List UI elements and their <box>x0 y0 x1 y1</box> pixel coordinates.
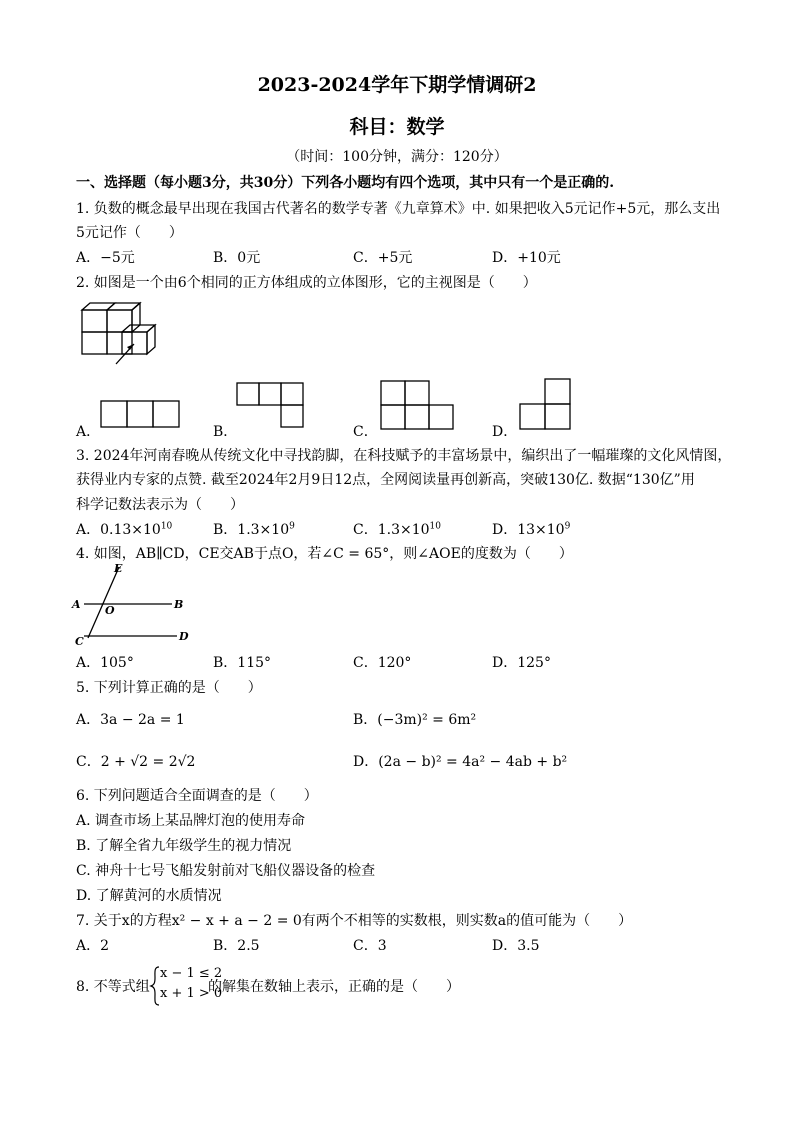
q7-text: 7. 关于x的方程x² − x + a − 2 = 0有两个不相等的实数根，则实数a的值可能为（ ） <box>76 913 633 929</box>
q5-option-c: C．2 + √2 = 2√2 <box>76 754 196 770</box>
q3-text-line2: 获得业内专家的点赞. 截至2024年2月9日12点，全网阅读量再创新高，突破130亿. 数据“130亿”用 <box>76 472 695 488</box>
q6-option-a: A. 调查市场上某品牌灯泡的使用寿命 <box>76 813 306 829</box>
q2-text: 2. 如图是一个由6个相同的正方体组成的立体图形，它的主视图是（ ） <box>76 275 537 291</box>
q5-text: 5. 下列计算正确的是（ ） <box>76 680 262 696</box>
q4-label-a: A <box>72 598 81 611</box>
q5-option-d: D．(2a − b)² = 4a² − 4ab + b² <box>353 754 568 770</box>
q4-option-c: C．120° <box>353 655 412 671</box>
q5-option-a: A．3a − 2a = 1 <box>76 712 185 728</box>
q8-inequality-1: x − 1 ≤ 2 <box>160 966 223 981</box>
q2-cube-figure <box>80 300 165 370</box>
q5-option-b: B．(−3m)² = 6m² <box>353 712 477 728</box>
q1-option-a: A．−5元 <box>76 250 135 266</box>
q1-text-line2: 5元记作（ ） <box>76 225 183 241</box>
q6-option-b: B. 了解全省九年级学生的视力情况 <box>76 838 292 854</box>
q4-label-e: E <box>114 562 123 575</box>
q3-text-line3: 科学记数法表示为（ ） <box>76 497 244 513</box>
q2-option-c-label: C． <box>353 424 378 440</box>
q3-option-d: D．$13\times 10^9$ <box>492 521 571 538</box>
section-heading: 一、选择题（每小题3分，共30分）下列各小题均有四个选项，其中只有一个是正确的. <box>76 175 615 191</box>
q4-option-b: B．115° <box>213 655 272 671</box>
q3-option-c: C．$1.3\times 10^{10}$ <box>353 521 441 538</box>
q6-text: 6. 下列问题适合全面调查的是（ ） <box>76 788 318 804</box>
q1-option-b: B．0元 <box>213 250 261 266</box>
q4-option-a: A．105° <box>76 655 134 671</box>
exam-title: 2023-2024学年下期学情调研2 <box>257 74 537 96</box>
q2-option-d-label: D． <box>492 424 518 440</box>
q4-label-o: O <box>105 604 115 617</box>
q2-option-c-view <box>380 380 455 430</box>
q8-suffix: 的解集在数轴上表示，正确的是（ ） <box>208 979 460 995</box>
q7-option-c: C．3 <box>353 938 387 954</box>
q1-option-c: C．+5元 <box>353 250 413 266</box>
q4-figure <box>72 562 192 646</box>
q8-inequality-2: x + 1 > 0 <box>160 986 223 1001</box>
q7-option-a: A．2 <box>76 938 110 954</box>
q3-text-line1: 3. 2024年河南春晚从传统文化中寻找韵脚，在科技赋予的丰富场景中，编织出了一幅璀璨的文化风情图， <box>76 448 732 464</box>
q4-text: 4. 如图，AB∥CD，CE交AB于点O，若∠C = 65°，则∠AOE的度数为（ ） <box>76 546 573 562</box>
q6-option-c: C. 神舟十七号飞船发射前对飞船仪器设备的检查 <box>76 863 376 879</box>
q2-option-a-view <box>100 400 180 428</box>
q2-option-a-label: A． <box>76 424 101 440</box>
q4-option-d: D．125° <box>492 655 551 671</box>
q6-option-d: D. 了解黄河的水质情况 <box>76 888 222 904</box>
q1-text-line1: 1. 负数的概念最早出现在我国古代著名的数学专著《九章算术》中. 如果把收入5元记作+5元，那么支出 <box>76 201 721 217</box>
q8-prefix: 8. 不等式组 <box>76 979 150 995</box>
q2-option-b-view <box>236 382 306 430</box>
q3-option-b: B．$1.3\times 10^9$ <box>213 521 295 538</box>
q7-option-b: B．2.5 <box>213 938 260 954</box>
q4-label-b: B <box>174 598 184 611</box>
q3-option-a: A．$0.13\times 10^{10}$ <box>76 521 173 538</box>
q4-label-d: D <box>179 630 189 643</box>
q4-label-c: C <box>75 635 84 648</box>
q7-option-d: D．3.5 <box>492 938 540 954</box>
q2-option-b-label: B． <box>213 424 238 440</box>
q8-brace <box>150 966 160 1006</box>
q2-option-d-view <box>519 378 571 430</box>
q1-option-d: D．+10元 <box>492 250 561 266</box>
subject-title: 科目：数学 <box>349 116 445 138</box>
exam-info: （时间：100分钟，满分：120分） <box>286 149 508 165</box>
